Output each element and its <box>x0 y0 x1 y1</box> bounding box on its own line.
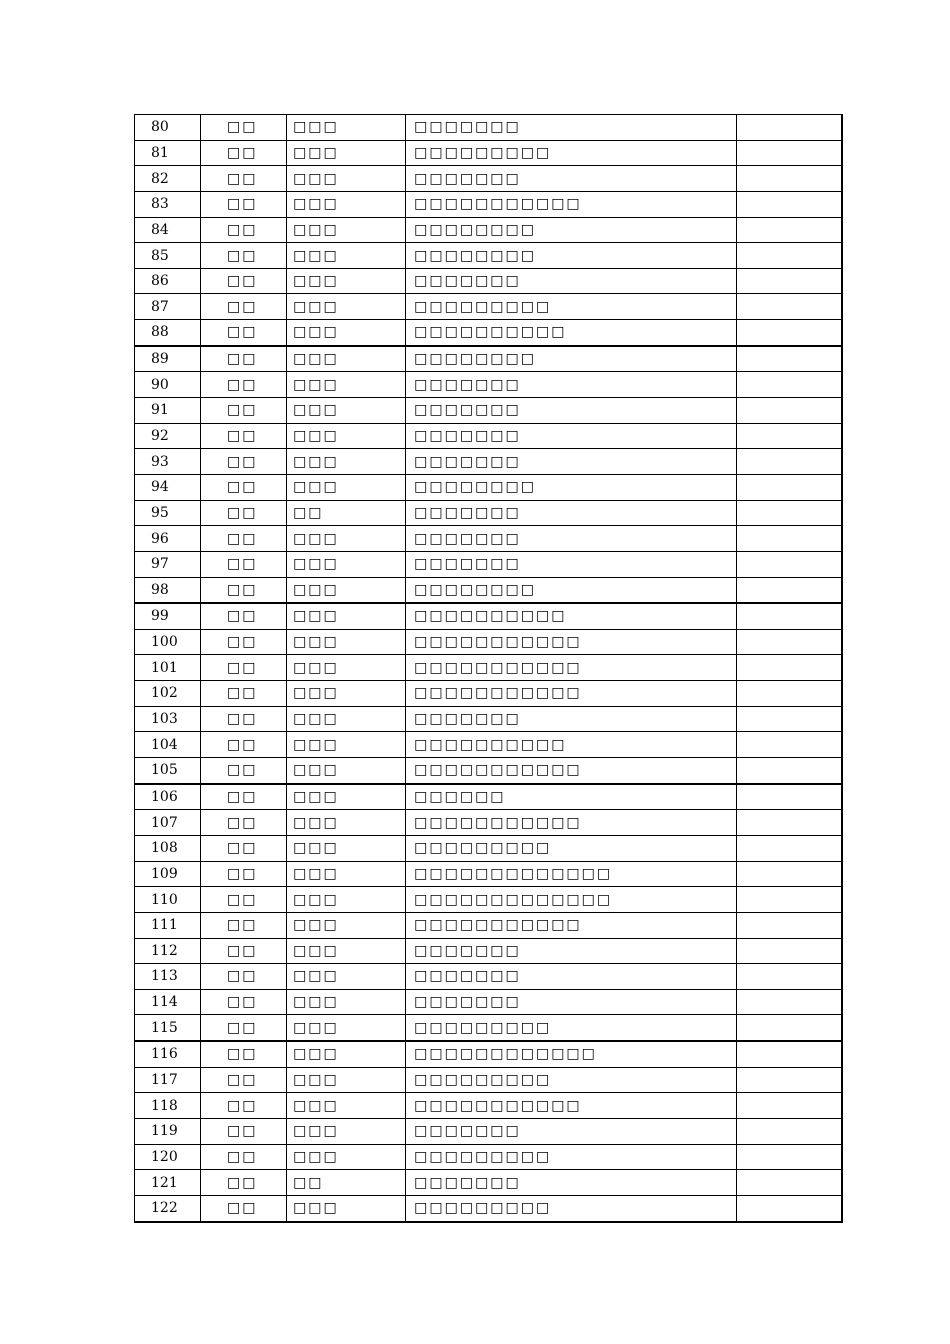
description-cell: □□□□□□□□□□□ <box>406 655 737 681</box>
row-number-cell: 86 <box>135 268 201 294</box>
row-number-cell: 121 <box>135 1170 201 1196</box>
row-number-cell: 108 <box>135 835 201 861</box>
description-cell: □□□□□□□□□□□ <box>406 681 737 707</box>
remarks-cell <box>737 294 842 320</box>
table-row <box>135 551 843 577</box>
description-cell: □□□□□□□ <box>406 115 737 141</box>
table-row <box>135 1015 843 1041</box>
remarks-cell <box>737 474 842 500</box>
row-number-cell: 114 <box>135 989 201 1015</box>
name-cell: □□□ <box>287 629 406 655</box>
category-cell: □□ <box>201 166 287 192</box>
table-row <box>135 732 843 758</box>
name-cell: □□□ <box>287 603 406 629</box>
category-cell: □□ <box>201 887 287 913</box>
remarks-cell <box>737 784 842 810</box>
remarks-cell <box>737 887 842 913</box>
row-number-cell: 82 <box>135 166 201 192</box>
description-cell: □□□□□□□□□ <box>406 140 737 166</box>
remarks-cell <box>737 423 842 449</box>
category-cell: □□ <box>201 551 287 577</box>
remarks-cell <box>737 1041 842 1067</box>
table-row <box>135 1093 843 1119</box>
description-cell: □□□□□□□□□ <box>406 1067 737 1093</box>
row-number-cell: 83 <box>135 191 201 217</box>
table-row <box>135 191 843 217</box>
category-cell: □□ <box>201 191 287 217</box>
row-number-cell: 111 <box>135 912 201 938</box>
remarks-cell <box>737 320 842 346</box>
category-cell: □□ <box>201 294 287 320</box>
description-cell: □□□□□□□□ <box>406 217 737 243</box>
description-cell: □□□□□□□□ <box>406 243 737 269</box>
table-row <box>135 861 843 887</box>
row-number-cell: 99 <box>135 603 201 629</box>
category-cell: □□ <box>201 1195 287 1221</box>
name-cell: □□□ <box>287 217 406 243</box>
name-cell: □□□ <box>287 346 406 372</box>
table-row <box>135 166 843 192</box>
row-number-cell: 93 <box>135 449 201 475</box>
remarks-cell <box>737 140 842 166</box>
category-cell: □□ <box>201 243 287 269</box>
table-row <box>135 115 843 141</box>
category-cell: □□ <box>201 989 287 1015</box>
name-cell: □□□ <box>287 398 406 424</box>
row-number-cell: 102 <box>135 681 201 707</box>
description-cell: □□□□□□□□□□ <box>406 320 737 346</box>
remarks-cell <box>737 217 842 243</box>
category-cell: □□ <box>201 629 287 655</box>
row-number-cell: 120 <box>135 1144 201 1170</box>
category-cell: □□ <box>201 474 287 500</box>
row-number-cell: 105 <box>135 758 201 784</box>
category-cell: □□ <box>201 320 287 346</box>
table-row <box>135 1041 843 1067</box>
row-number-cell: 103 <box>135 706 201 732</box>
table-row <box>135 912 843 938</box>
table-row <box>135 603 843 629</box>
table-row <box>135 268 843 294</box>
category-cell: □□ <box>201 526 287 552</box>
description-cell: □□□□□□□□□ <box>406 1144 737 1170</box>
description-cell: □□□□□□□ <box>406 526 737 552</box>
row-number-cell: 94 <box>135 474 201 500</box>
table-row <box>135 449 843 475</box>
table-row <box>135 294 843 320</box>
description-cell: □□□□□□ <box>406 784 737 810</box>
name-cell: □□□ <box>287 1144 406 1170</box>
table-row <box>135 758 843 784</box>
category-cell: □□ <box>201 706 287 732</box>
table-row <box>135 500 843 526</box>
description-cell: □□□□□□□ <box>406 423 737 449</box>
category-cell: □□ <box>201 1015 287 1041</box>
table-row <box>135 320 843 346</box>
table-row <box>135 989 843 1015</box>
row-number-cell: 96 <box>135 526 201 552</box>
name-cell: □□□ <box>287 887 406 913</box>
description-cell: □□□□□□□ <box>406 398 737 424</box>
row-number-cell: 118 <box>135 1093 201 1119</box>
row-number-cell: 81 <box>135 140 201 166</box>
table-row <box>135 810 843 836</box>
remarks-cell <box>737 1144 842 1170</box>
remarks-cell <box>737 732 842 758</box>
name-cell: □□□ <box>287 423 406 449</box>
category-cell: □□ <box>201 1067 287 1093</box>
name-cell: □□□ <box>287 732 406 758</box>
category-cell: □□ <box>201 423 287 449</box>
description-cell: □□□□□□□ <box>406 706 737 732</box>
remarks-cell <box>737 1093 842 1119</box>
name-cell: □□□ <box>287 706 406 732</box>
name-cell: □□□ <box>287 1015 406 1041</box>
row-number-cell: 117 <box>135 1067 201 1093</box>
category-cell: □□ <box>201 681 287 707</box>
name-cell: □□□ <box>287 938 406 964</box>
remarks-cell <box>737 629 842 655</box>
category-cell: □□ <box>201 1118 287 1144</box>
table-row <box>135 1144 843 1170</box>
category-cell: □□ <box>201 346 287 372</box>
remarks-cell <box>737 551 842 577</box>
table-row <box>135 217 843 243</box>
table-row <box>135 706 843 732</box>
name-cell: □□□ <box>287 810 406 836</box>
description-cell: □□□□□□□□ <box>406 577 737 603</box>
name-cell: □□ <box>287 500 406 526</box>
table-row <box>135 372 843 398</box>
table-row <box>135 577 843 603</box>
category-cell: □□ <box>201 603 287 629</box>
category-cell: □□ <box>201 372 287 398</box>
row-number-cell: 116 <box>135 1041 201 1067</box>
category-cell: □□ <box>201 912 287 938</box>
table-row <box>135 835 843 861</box>
remarks-cell <box>737 938 842 964</box>
name-cell: □□□ <box>287 243 406 269</box>
description-cell: □□□□□□□□□□□ <box>406 191 737 217</box>
remarks-cell <box>737 577 842 603</box>
description-cell: □□□□□□□□ <box>406 474 737 500</box>
remarks-cell <box>737 1067 842 1093</box>
remarks-cell <box>737 191 842 217</box>
category-cell: □□ <box>201 268 287 294</box>
description-cell: □□□□□□□ <box>406 372 737 398</box>
row-number-cell: 107 <box>135 810 201 836</box>
name-cell: □□□ <box>287 912 406 938</box>
row-number-cell: 122 <box>135 1195 201 1221</box>
name-cell: □□□ <box>287 551 406 577</box>
category-cell: □□ <box>201 732 287 758</box>
table-row <box>135 938 843 964</box>
description-cell: □□□□□□□□□□ <box>406 603 737 629</box>
category-cell: □□ <box>201 1041 287 1067</box>
name-cell: □□□ <box>287 449 406 475</box>
row-number-cell: 88 <box>135 320 201 346</box>
name-cell: □□□ <box>287 526 406 552</box>
name-cell: □□□ <box>287 1093 406 1119</box>
name-cell: □□□ <box>287 1041 406 1067</box>
description-cell: □□□□□□□ <box>406 500 737 526</box>
description-cell: □□□□□□□□□□□□□ <box>406 861 737 887</box>
description-cell: □□□□□□□□□ <box>406 294 737 320</box>
table-row <box>135 526 843 552</box>
row-number-cell: 119 <box>135 1118 201 1144</box>
description-cell: □□□□□□□ <box>406 268 737 294</box>
table-row <box>135 398 843 424</box>
category-cell: □□ <box>201 938 287 964</box>
row-number-cell: 98 <box>135 577 201 603</box>
remarks-cell <box>737 810 842 836</box>
description-cell: □□□□□□□□□□□ <box>406 810 737 836</box>
category-cell: □□ <box>201 140 287 166</box>
category-cell: □□ <box>201 861 287 887</box>
row-number-cell: 110 <box>135 887 201 913</box>
description-cell: □□□□□□□□□□□ <box>406 1093 737 1119</box>
name-cell: □□□ <box>287 835 406 861</box>
category-cell: □□ <box>201 964 287 990</box>
remarks-cell <box>737 758 842 784</box>
category-cell: □□ <box>201 577 287 603</box>
remarks-cell <box>737 603 842 629</box>
description-cell: □□□□□□□ <box>406 964 737 990</box>
name-cell: □□□ <box>287 758 406 784</box>
remarks-cell <box>737 835 842 861</box>
description-cell: □□□□□□□ <box>406 938 737 964</box>
table-row <box>135 423 843 449</box>
row-number-cell: 113 <box>135 964 201 990</box>
category-cell: □□ <box>201 1093 287 1119</box>
table-row <box>135 1067 843 1093</box>
remarks-cell <box>737 243 842 269</box>
description-cell: □□□□□□□□□□□□ <box>406 1041 737 1067</box>
description-cell: □□□□□□□ <box>406 989 737 1015</box>
remarks-cell <box>737 1015 842 1041</box>
name-cell: □□□ <box>287 1195 406 1221</box>
name-cell: □□□ <box>287 115 406 141</box>
table-row <box>135 140 843 166</box>
row-number-cell: 90 <box>135 372 201 398</box>
category-cell: □□ <box>201 835 287 861</box>
row-number-cell: 85 <box>135 243 201 269</box>
row-number-cell: 100 <box>135 629 201 655</box>
table-row <box>135 1118 843 1144</box>
remarks-cell <box>737 706 842 732</box>
row-number-cell: 89 <box>135 346 201 372</box>
remarks-cell <box>737 398 842 424</box>
description-cell: □□□□□□□□□□□ <box>406 758 737 784</box>
name-cell: □□□ <box>287 166 406 192</box>
table-body <box>135 115 843 1222</box>
row-number-cell: 80 <box>135 115 201 141</box>
row-number-cell: 97 <box>135 551 201 577</box>
table-row <box>135 964 843 990</box>
table-row <box>135 243 843 269</box>
table-row <box>135 629 843 655</box>
name-cell: □□□ <box>287 861 406 887</box>
remarks-cell <box>737 655 842 681</box>
description-cell: □□□□□□□ <box>406 1170 737 1196</box>
remarks-cell <box>737 166 842 192</box>
table-row <box>135 1170 843 1196</box>
remarks-cell <box>737 1170 842 1196</box>
remarks-cell <box>737 989 842 1015</box>
description-cell: □□□□□□□ <box>406 449 737 475</box>
name-cell: □□□ <box>287 1067 406 1093</box>
row-number-cell: 101 <box>135 655 201 681</box>
row-number-cell: 112 <box>135 938 201 964</box>
remarks-cell <box>737 526 842 552</box>
table-row <box>135 887 843 913</box>
category-cell: □□ <box>201 115 287 141</box>
description-cell: □□□□□□□ <box>406 551 737 577</box>
table-row <box>135 346 843 372</box>
row-number-cell: 91 <box>135 398 201 424</box>
description-cell: □□□□□□□ <box>406 166 737 192</box>
remarks-cell <box>737 346 842 372</box>
category-cell: □□ <box>201 655 287 681</box>
name-cell: □□□ <box>287 964 406 990</box>
name-cell: □□□ <box>287 294 406 320</box>
name-cell: □□□ <box>287 1118 406 1144</box>
name-cell: □□□ <box>287 655 406 681</box>
remarks-cell <box>737 449 842 475</box>
remarks-cell <box>737 372 842 398</box>
row-number-cell: 84 <box>135 217 201 243</box>
table-row <box>135 474 843 500</box>
name-cell: □□□ <box>287 320 406 346</box>
remarks-cell <box>737 1118 842 1144</box>
remarks-cell <box>737 500 842 526</box>
row-number-cell: 106 <box>135 784 201 810</box>
name-cell: □□□ <box>287 191 406 217</box>
data-table <box>134 114 843 1223</box>
description-cell: □□□□□□□□□□□ <box>406 629 737 655</box>
name-cell: □□□ <box>287 140 406 166</box>
category-cell: □□ <box>201 1170 287 1196</box>
row-number-cell: 115 <box>135 1015 201 1041</box>
remarks-cell <box>737 681 842 707</box>
row-number-cell: 92 <box>135 423 201 449</box>
category-cell: □□ <box>201 449 287 475</box>
remarks-cell <box>737 912 842 938</box>
name-cell: □□□ <box>287 372 406 398</box>
category-cell: □□ <box>201 758 287 784</box>
category-cell: □□ <box>201 1144 287 1170</box>
row-number-cell: 87 <box>135 294 201 320</box>
description-cell: □□□□□□□□ <box>406 346 737 372</box>
remarks-cell <box>737 861 842 887</box>
name-cell: □□□ <box>287 681 406 707</box>
remarks-cell <box>737 964 842 990</box>
name-cell: □□□ <box>287 474 406 500</box>
description-cell: □□□□□□□□□ <box>406 835 737 861</box>
category-cell: □□ <box>201 810 287 836</box>
description-cell: □□□□□□□ <box>406 1118 737 1144</box>
description-cell: □□□□□□□□□ <box>406 1195 737 1221</box>
remarks-cell <box>737 115 842 141</box>
name-cell: □□□ <box>287 577 406 603</box>
description-cell: □□□□□□□□□□□ <box>406 912 737 938</box>
row-number-cell: 109 <box>135 861 201 887</box>
name-cell: □□□ <box>287 989 406 1015</box>
remarks-cell <box>737 1195 842 1221</box>
table-row <box>135 681 843 707</box>
category-cell: □□ <box>201 784 287 810</box>
name-cell: □□□ <box>287 784 406 810</box>
name-cell: □□ <box>287 1170 406 1196</box>
description-cell: □□□□□□□□□□□□□ <box>406 887 737 913</box>
category-cell: □□ <box>201 398 287 424</box>
row-number-cell: 95 <box>135 500 201 526</box>
description-cell: □□□□□□□□□ <box>406 1015 737 1041</box>
category-cell: □□ <box>201 500 287 526</box>
description-cell: □□□□□□□□□□ <box>406 732 737 758</box>
remarks-cell <box>737 268 842 294</box>
name-cell: □□□ <box>287 268 406 294</box>
row-number-cell: 104 <box>135 732 201 758</box>
table-row <box>135 784 843 810</box>
category-cell: □□ <box>201 217 287 243</box>
table-row <box>135 655 843 681</box>
table-row <box>135 1195 843 1221</box>
